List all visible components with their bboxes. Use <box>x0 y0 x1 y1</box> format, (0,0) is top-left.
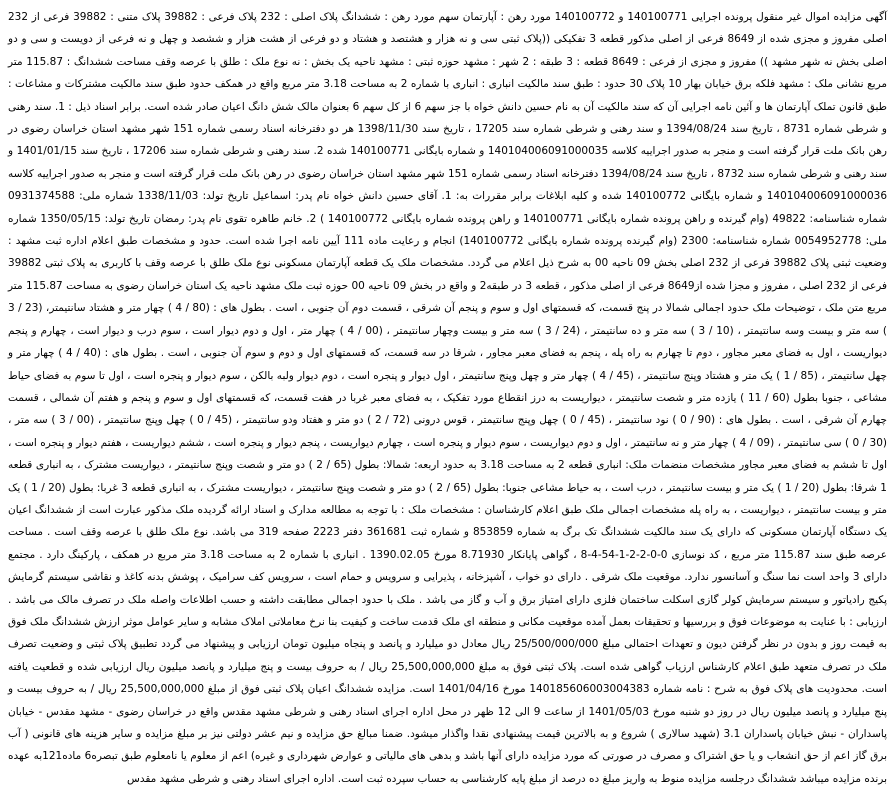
auction-notice-text: آگهی مزایده اموال غیر منقول پرونده اجرایی 140100771 و 140100772 مورد رهن : آپارتمان سهم مورد رهن : ششدانگ پلاک اصلی : 232 پلاک فرعی : 39882 پلاک متنی : 39882 فرعی از 232 اصلی مفروز و مجزی شده از 8649 فرعی از اصلی مذکور قطعه 3 تفکیکی ((پلاک ثبتی سی و نه هزار و هشتصد و هشتاد و دو فرعی از هشت هزار و ششصد و چهل و نه فرعی از دویست و سی و دو اصلی بخش نه شهر مشهد )) مفروز و مجزی از فرعی : 8649 قطعه : 3 طبقه : 2 شهر : مشهد حوزه ثبتی : مشهد ناحیه یک بخش : نه نوع ملک : طلق با عرصه وقف مساحت ششدانگ : 115.87 متر مربع نشانی ملک : مشهد فلکه برق خیابان بهار 10 پلاک 30 حدود : طبق سند مالکیت انباری : انباری با شماره 2 به مساحت 3.18 متر مربع واقع در همکف حدود طبق سند مالکیت مشترکات و مشاعات : طبق قانون تملک آپارتمان ها و آئین نامه اجرایی آن که سند مالکیت آن به نام حسین دانش خواه با جز سهم 6 از کل سهم 6 بعنوان مالک شش دانگ اعیان صادر شده است. برابر اسناد ذیل : 1. سند رهنی و شرطی شماره 8731 ، تاریخ سند 1394/08/24 و سند رهنی و شرطی شماره سند 17205 ، تاریخ سند 1398/11/30 هر دو دفترخانه اسناد رسمی شماره 151 شهر مشهد استان خراسان رضوی در رهن بانک ملت قرار گرفته است و منجر به صدور اجراییه کلاسه 140104006091000035 و شماره بایگانی 140100771 شده 2. سند رهنی و شرطی شماره سند 17206 ، تاریخ سند 1401/01/15 و سند رهنی و شرطی شماره سند 8732 ، تاریخ سند 1394/08/24 دفترخانه اسناد رسمی شماره 151 شهر مشهد استان خراسان رضوی در رهن بانک ملت قرار گرفته است و منجر به صدور اجراییه کلاسه 140104006091000036 و شماره بایگانی 140100772 شده و کلیه ابلاغات برابر مقررات به: 1. آقای حسین دانش خواه نام پدر: اسماعیل تاریخ تولد: 1338/11/03 شماره ملی: 0931374588 شماره شناسنامه: 49822 (وام گیرنده و راهن پرونده شماره بایگانی 140100771 و راهن پرونده شماره بایگانی 140100772 ) 2. خانم طاهره تقوی نام پدر: رمضان تاریخ تولد: 1350/05/15 شماره ملی: 0054952778 شماره شناسنامه: 2300 (وام گیرنده پرونده شماره بایگانی 140100772) انجام و رعایت ماده 111 آیین نامه اجرا شده است. حدود و مشخصات طبق اعلام اداره ثبت مشهد : وضعیت ثبتی پلاک 39882 فرعی از 232 اصلی بخش 09 ناحیه 00 به شرح ذیل اعلام می گردد. مشخصات ملک یک قطعه آپارتمان مسکونی نوع ملک طلق با عرصه وقف با کاربری به پلاک ثبتی 39882 فرعی از 232 اصلی ، مفروز و مجزا شده از8649 فرعی از اصلی مذکور ، قطعه 3 در طبقه2 و واقع در بخش 09 ناحیه 00 حوزه ثبت ملک مشهد ناحیه یک استان خراسان رضوی به مساحت 115.87 متر مربع متن ملک ، توضیحات ملک حدود اجمالی شمالا در پنج قسمت، که قسمتهای اول و سوم و پنجم آن شرقی ، قسمت دوم آن جنوبی ، است . بطول های : (80 / 4 ) چهار متر و هشتاد سانتیمتر، (23 / 3 ) سه متر و بیست وسه سانتیمتر ، (10 / 3 ) سه متر و ده سانتیمتر ، (24 / 3 ) سه متر و بیست وچهار سانتیمتر ، (00 / 4 ) چهار متر ، اول و دوم دیوار است ، سوم درب و دیوار است ، چهارم و پنجم دیواریست ، اول به فضای معبر مجاور ، دوم تا چهارم به راه پله ، پنجم به فضای معبر مجاور ، شرقا در سه قسمت، که قسمتهای اول و دوم و سوم آن جنوبی ، است . بطول های : (40 / 4 ) چهار متر و چهل سانتیمتر ، (85 / 1 ) یک متر و هشتاد وپنج سانتیمتر ، (45 / 4 ) چهار متر و چهل وپنج سانتیمتر ، اول دیوار و پنجره است ، دوم دیوار ولبه بالکن ، سوم دیوار و پنجره است ، اول تا سوم به فضای حیاط مشاعی ، جنوبا بطول (60 / 11 ) یازده متر و شصت سانتیمتر ، دیواریست به درز انقطاع مورد تفکیک ، به فضای معبر غربا در هفت قسمت، که قسمتهای اول و سوم و پنجم و هفتم آن شمالی ، قسمت چهارم آن شرقی ، است . بطول های : (90 / 0 ) نود سانتیمتر ، (45 / 0 ) چهل وپنج سانتیمتر ، قوس درونی (72 / 2 ) دو متر و هفتاد ودو سانتیمتر ، (45 / 0 ) چهل وپنج سانتیمتر ، (00 / 3 ) سه متر ، (30 / 0 ) سی سانتیمتر ، (09 / 4 ) چهار متر و نه سانتیمتر ، اول و دوم دیواریست ، سوم دیوار و پنجره است ، چهارم دیواریست ، پنجم دیوار و پنجره است ، ششم دیواریست ، هفتم دیوار و پنجره است ، اول تا ششم به فضای معبر مجاور مشخصات منضمات ملک: انباری قطعه 2 به مساحت 3.18 به حدود اربعه: شمالا: بطول (65 / 2 ) دو متر و شصت وپنج سانتیمتر ، دیواریست مشترک ، به انباری قطعه 1 شرقا: بطول (20 / 1 ) یک متر و بیست سانتیمتر ، درب است ، به حیاط مشاعی جنوبا: بطول (65 / 2 ) دو متر و شصت وپنج سانتیمتر ، دیواریست مشترک ، به انباری قطعه 3 غربا: بطول (20 / 1 ) یک متر و بیست سانتیمتر ، دیواریست ، به راه پله مشخصات اجمالی ملک طبق اعلام کارشناسان : مشخصات ملک : با توجه به مطالعه مدارک و اسناد ارائه گردیده ملک مذکور عبارت است از ششدانگ اعیان یک دستگاه آپارتمان مسکونی که دارای یک سند مالکیت ششدانگ تک برگ به شماره 853859 و شماره ثبت 361681 دفتر 2223 صفحه 319 می باشد. نوع ملک طلق با عرصه وقف است . مساحت عرصه طبق سند 115.87 متر مربع ، کد نوسازی 0-0-2-2-1-54-4-8 ، گواهی پایانکار 8.71930 مورخ 1390.02.05 . انباری با شماره 2 به مساحت 3.18 متر مربع در همکف ، پارکینگ دارد . مجتمع دارای 3 واحد است نما سنگ و آسانسور ندارد. موقعیت ملک شرقی . دارای دو خواب ، آشپزخانه ، پذیرایی و سرویس و حمام است ، سرویس کف سرامیک ، پوشش بدنه کاغذ و نقاشی سیستم گرمایش پکیج رادیاتور و سیستم سرمایش کولر گازی اسکلت ساختمان فلزی دارای امتیاز برق و آب و گاز می باشد . ملک با حدود اجمالی مطابقت داشته و حسب اطلاعات واصله ملک در تصرف مالک می باشد . ارزیابی : با عنایت به موضوعات فوق و بررسیها و تحقیقات بعمل آمده موقعیت مکانی و منطقه ای ملک قدمت ساخت و کیفیت بنا نرخ معاملاتی املاک مشابه و سایر عوامل موثر ارزش ششدانگ ملک فوق به قیمت روز و بدون در نظر گرفتن دیون و تعهدات احتمالی مبلغ 25/500/000/000 ریال معادل دو میلیارد و پانصد و پنجاه میلیون تومان ارزیابی و پیشنهاد می گردد تطبیق پلاک ثبتی و وضعیت تصرف ملک در تصرف متعهد طبق اعلام کارشناس ارزیاب گواهی شده است. پلاک ثبتی فوق به مبلغ 25,500,000,000 ریال / به حروف بیست و پنج میلیارد و پانصد میلیون ریال ارزیابی شده و قطعیت یافته است. محدودیت های پلاک فوق به شرح : نامه شماره 140185606003004383 مورخ 1401/04/16 است. مزایده ششدانگ اعیان پلاک ثبتی فوق از مبلغ 25,500,000,000 ریال / به حروف بیست و پنج میلیارد و پانصد میلیون ریال در روز دو شنبه مورخ 1401/05/03 از ساعت 9 الی 12 ظهر در محل اداره اجرای اسناد رهنی و شرطی مشهد مقدس واقع در خراسان رضوی - مشهد مقدس - خیابان پاسداران - نبش خیابان پاسداران 3.1 (شهید سالاری ) شروع و به بالاترین قیمت پیشنهادی نقدا واگذار میشود. ضمنا مبالغ حق مزایده و نیم عشر دولتی نیز بر مبلغ مزایده و سایر هزینه های قانونی ( آب برق گاز اعم از حق انشعاب و یا حق اشتراک و مصرف در صورتی که مورد مزایده دارای آنها باشد و بدهی های مالیاتی و عوارض شهرداری و غیره) اعم از معلوم یا نامعلوم طبق تبصره6 ماده121به عهده برنده مزایده میباشد ششدانگ درجلسه مزایده منوط به واریز مبلغ ده درصد از مبلغ پایه کارشناسی به حساب سپرده ثبت است. اداره اجرای اسناد رهنی و شرطی مشهد مقدس <box>8 11 888 785</box>
